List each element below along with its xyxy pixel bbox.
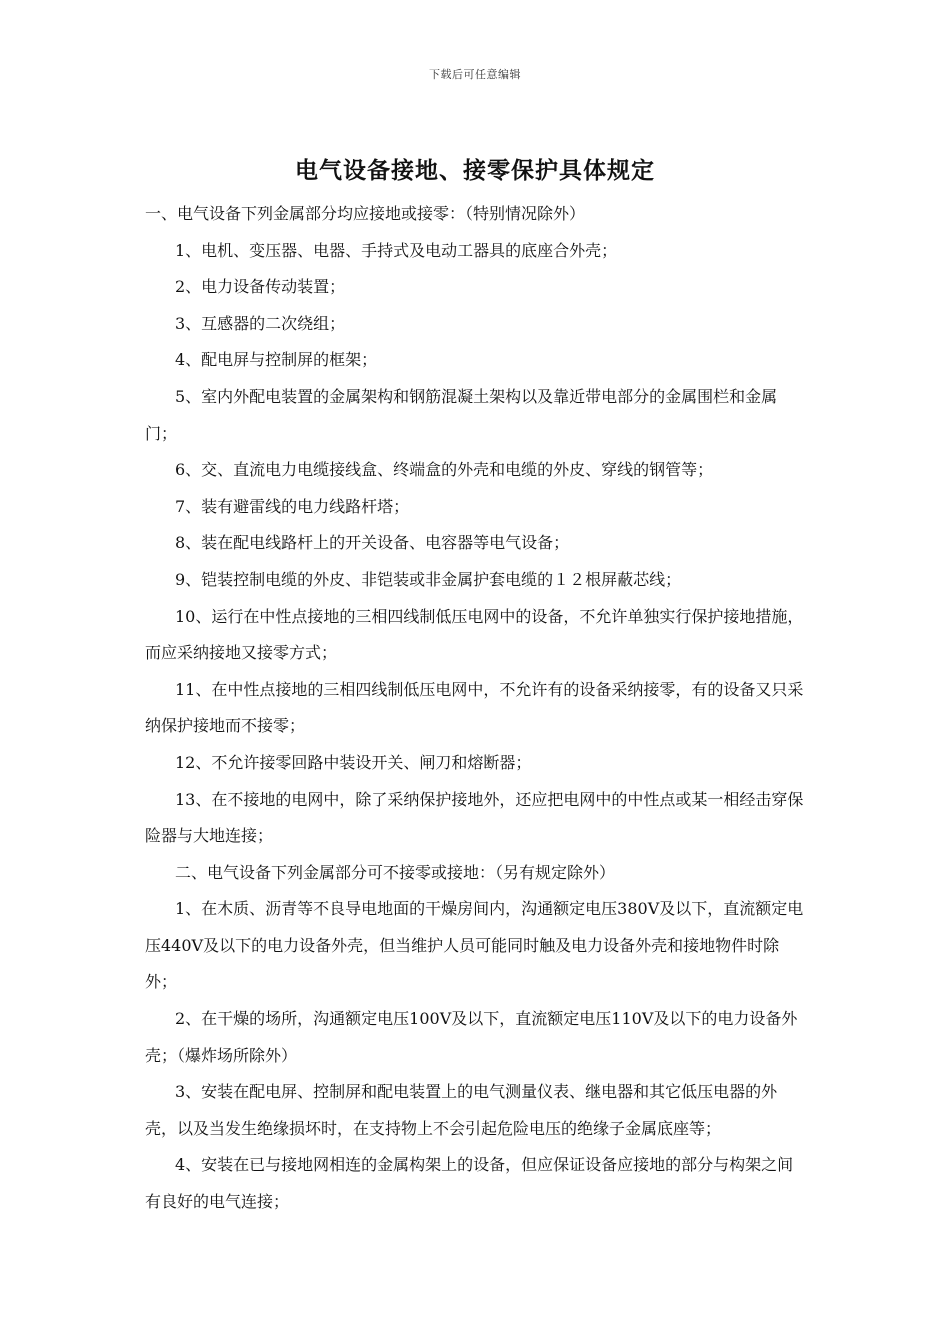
paragraph: 4、安装在已与接地网相连的金属构架上的设备，但应保证设备应接地的部分与构架之间有良好的电气连接； <box>145 1155 794 1212</box>
paragraph: 2、电力设备传动装置； <box>175 277 346 297</box>
paragraph: 4、配电屏与控制屏的框架； <box>175 350 378 370</box>
paragraph: 10、运行在中性点接地的三相四线制低压电网中的设备，不允许单独实行保护接地措施，而应采纳接地又接零方式； <box>145 606 804 663</box>
paragraph: 1、在木质、沥青等不良导电地面的干燥房间内，沟通额定电压380V及以下，直流额定电压440V及以下的电力设备外壳，但当维护人员可能同时触及电力设备外壳和接地物件时除外； <box>145 899 804 992</box>
paragraph: 13、在不接地的电网中，除了采纳保护接地外，还应把电网中的中性点或某一相经击穿保险器与大地连接； <box>145 789 804 846</box>
paragraph: 2、在干燥的场所，沟通额定电压100V及以下，直流额定电压110V及以下的电力设备外壳；（爆炸场所除外） <box>145 1009 798 1065</box>
paragraph: 二、电气设备下列金属部分可不接零或接地：（另有规定除外） <box>175 862 616 882</box>
paragraph: 6、交、直流电力电缆接线盒、终端盒的外壳和电缆的外皮、穿线的钢管等； <box>175 460 714 480</box>
paragraph: 12、不允许接零回路中装设开关、闸刀和熔断器； <box>175 752 532 772</box>
document-title: 电气设备接地、接零保护具体规定 <box>295 157 655 184</box>
paragraph: 3、安装在配电屏、控制屏和配电装置上的电气测量仪表、继电器和其它低压电器的外壳，以及当发生绝缘损坏时，在支持物上不会引起危险电压的绝缘子金属底座等； <box>145 1082 778 1138</box>
paragraph: 9、铠装控制电缆的外皮、非铠装或非金属护套电缆的１２根屏蔽芯线； <box>175 569 682 589</box>
paragraph: 8、装在配电线路杆上的开关设备、电容器等电气设备； <box>175 533 570 553</box>
document-body <box>145 196 809 1221</box>
header-note: 下载后可任意编辑 <box>429 68 521 81</box>
paragraph: 5、室内外配电装置的金属架构和钢筋混凝土架构以及靠近带电部分的金属围栏和金属门； <box>145 386 778 443</box>
paragraph: 1、电机、变压器、电器、手持式及电动工器具的底座合外壳； <box>175 240 618 260</box>
paragraph: 一、电气设备下列金属部分均应接地或接零：（特别情况除外） <box>145 204 586 223</box>
paragraph: 11、在中性点接地的三相四线制低压电网中，不允许有的设备采纳接零，有的设备又只采纳保护接地而不接零； <box>145 679 804 736</box>
paragraph: 3、互感器的二次绕组； <box>175 313 346 333</box>
paragraph: 7、装有避雷线的电力线路杆塔； <box>175 496 410 516</box>
